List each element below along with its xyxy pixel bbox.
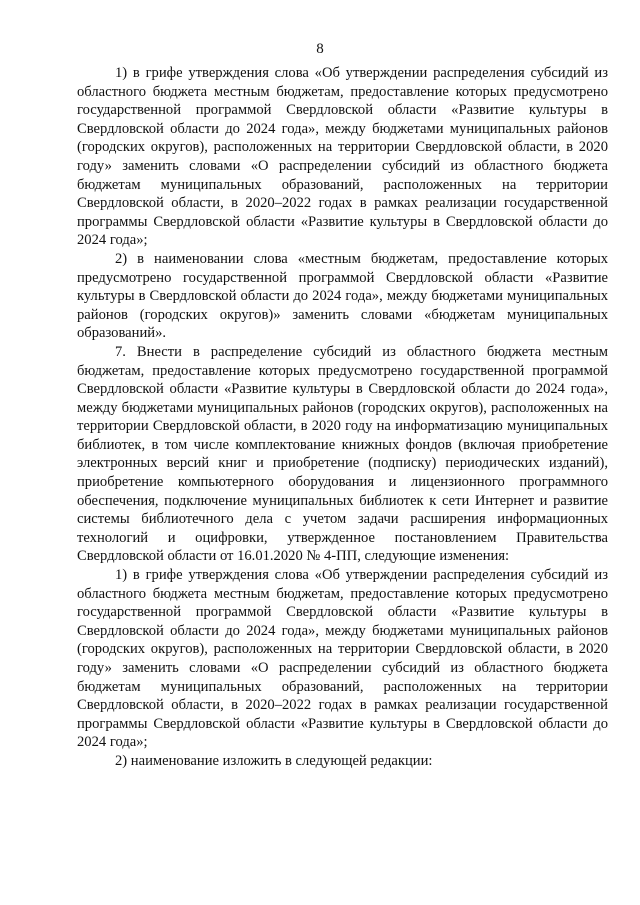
page-number: 8 <box>316 41 324 57</box>
paragraph-amend-approval-stamp-2: 1) в грифе утверждения слова «Об утверждении распределения субсидий из областного бюджета местным бюджетам, предоставление которых предусмотрено государственной программой Свердловской области «Развитие культуры в Свердловской области до 2024 года», между бюджетами муниципальных районов (городских округов), расположенных на территории Свердловской области, в 2020 году» заменить словами «О распределении субсидий из областного бюджета бюджетам муниципальных образований, расположенных на территории Свердловской области, в 2020–2022 годах в рамках реализации государственной программы Свердловской области «Развитие культуры в Свердловской области до 2024 года»; <box>77 567 608 751</box>
paragraph-amend-approval-stamp-1: 1) в грифе утверждения слова «Об утверждении распределения субсидий из областного бюджета местным бюджетам, предоставление которых предусмотрено государственной программой Свердловской области «Развитие культуры в Свердловской области до 2024 года», между бюджетами муниципальных районов (городских округов), расположенных на территории Свердловской области, в 2020 году» заменить словами «О распределении субсидий из областного бюджета бюджетам муниципальных образований, расположенных на территории Свердловской области, в 2020–2022 годах в рамках реализации государственной программы Свердловской области «Развитие культуры в Свердловской области до 2024 года»; <box>77 65 608 249</box>
document-body <box>77 64 608 771</box>
paragraph-amend-title-2: 2) наименование изложить в следующей редакции: <box>115 752 433 769</box>
paragraph-amend-title-1: 2) в наименовании слова «местным бюджетам, предоставление которых предусмотрено государственной программой Свердловской области «Развитие культуры в Свердловской области до 2024 года», между бюджетами муниципальных районов (городских округов)» заменить словами «бюджетам муниципальных образований». <box>77 250 608 342</box>
paragraph-item-7: 7. Внести в распределение субсидий из областного бюджета местным бюджетам, предоставление которых предусмотрено государственной программой Свердловской области «Развитие культуры в Свердловской области до 2024 года», между бюджетами муниципальных районов (городских округов), расположенных на территории Свердловской области, в 2020 году на информатизацию муниципальных библиотек, в том числе комплектование книжных фондов (включая приобретение электронных версий книг и приобретение (подписку) периодических изданий), приобретение компьютерного оборудования и лицензионного программного обеспечения, подключение муниципальных библиотек к сети Интернет и развитие системы библиотечного дела с учетом задачи расширения информационных технологий и оцифровки, утвержденное постановлением Правительства Свердловской области от 16.01.2020 № 4-ПП, следующие изменения: <box>77 343 608 565</box>
